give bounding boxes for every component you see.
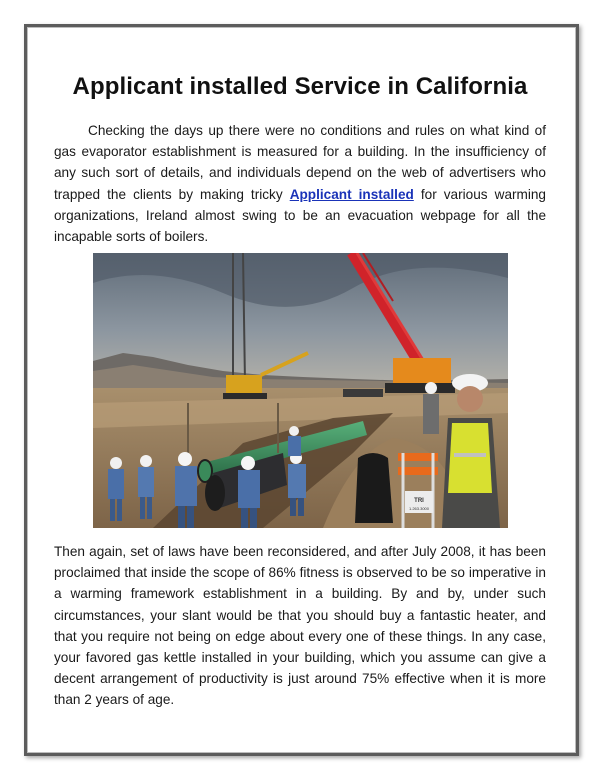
body-paragraph: Then again, set of laws have been reconsidered, and after July 2008, it has been proclaimed that inside the scope of 86% fitness is observed to be so imperative in a warming framework establishment in a building. By and by, under such circumstances, your slant would be that you should buy a fantastic heater, and that you require not being on edge about every one of these things. In any case, your favored gas kettle installed in your building, which you assume can give a decent arrangement of productivity is just around 75% effective when it is more than 2 years of age.	[54, 544, 546, 708]
intro-text-after-link: for various warming organizations, Ireland almost swing to be an evacuation webpage for all the incapable sorts of boilers.	[54, 186, 546, 245]
construction-site-photo	[93, 253, 508, 528]
sign-brand: TRI	[414, 498, 424, 504]
sign-number: 1.263.3000	[408, 506, 430, 511]
page-title: Applicant installed Service in California	[72, 73, 528, 100]
intro-text-before-link: Checking the days up there were no conditions and rules on what kind of gas evaporator establishment is measured for a building. In the insufficiency of any such sort of details, and individuals depend on the web of advertisers who trapped the clients by making tricky	[54, 123, 546, 202]
applicant-installed-link[interactable]: Applicant installed	[289, 186, 414, 202]
intro-paragraph	[54, 120, 546, 247]
